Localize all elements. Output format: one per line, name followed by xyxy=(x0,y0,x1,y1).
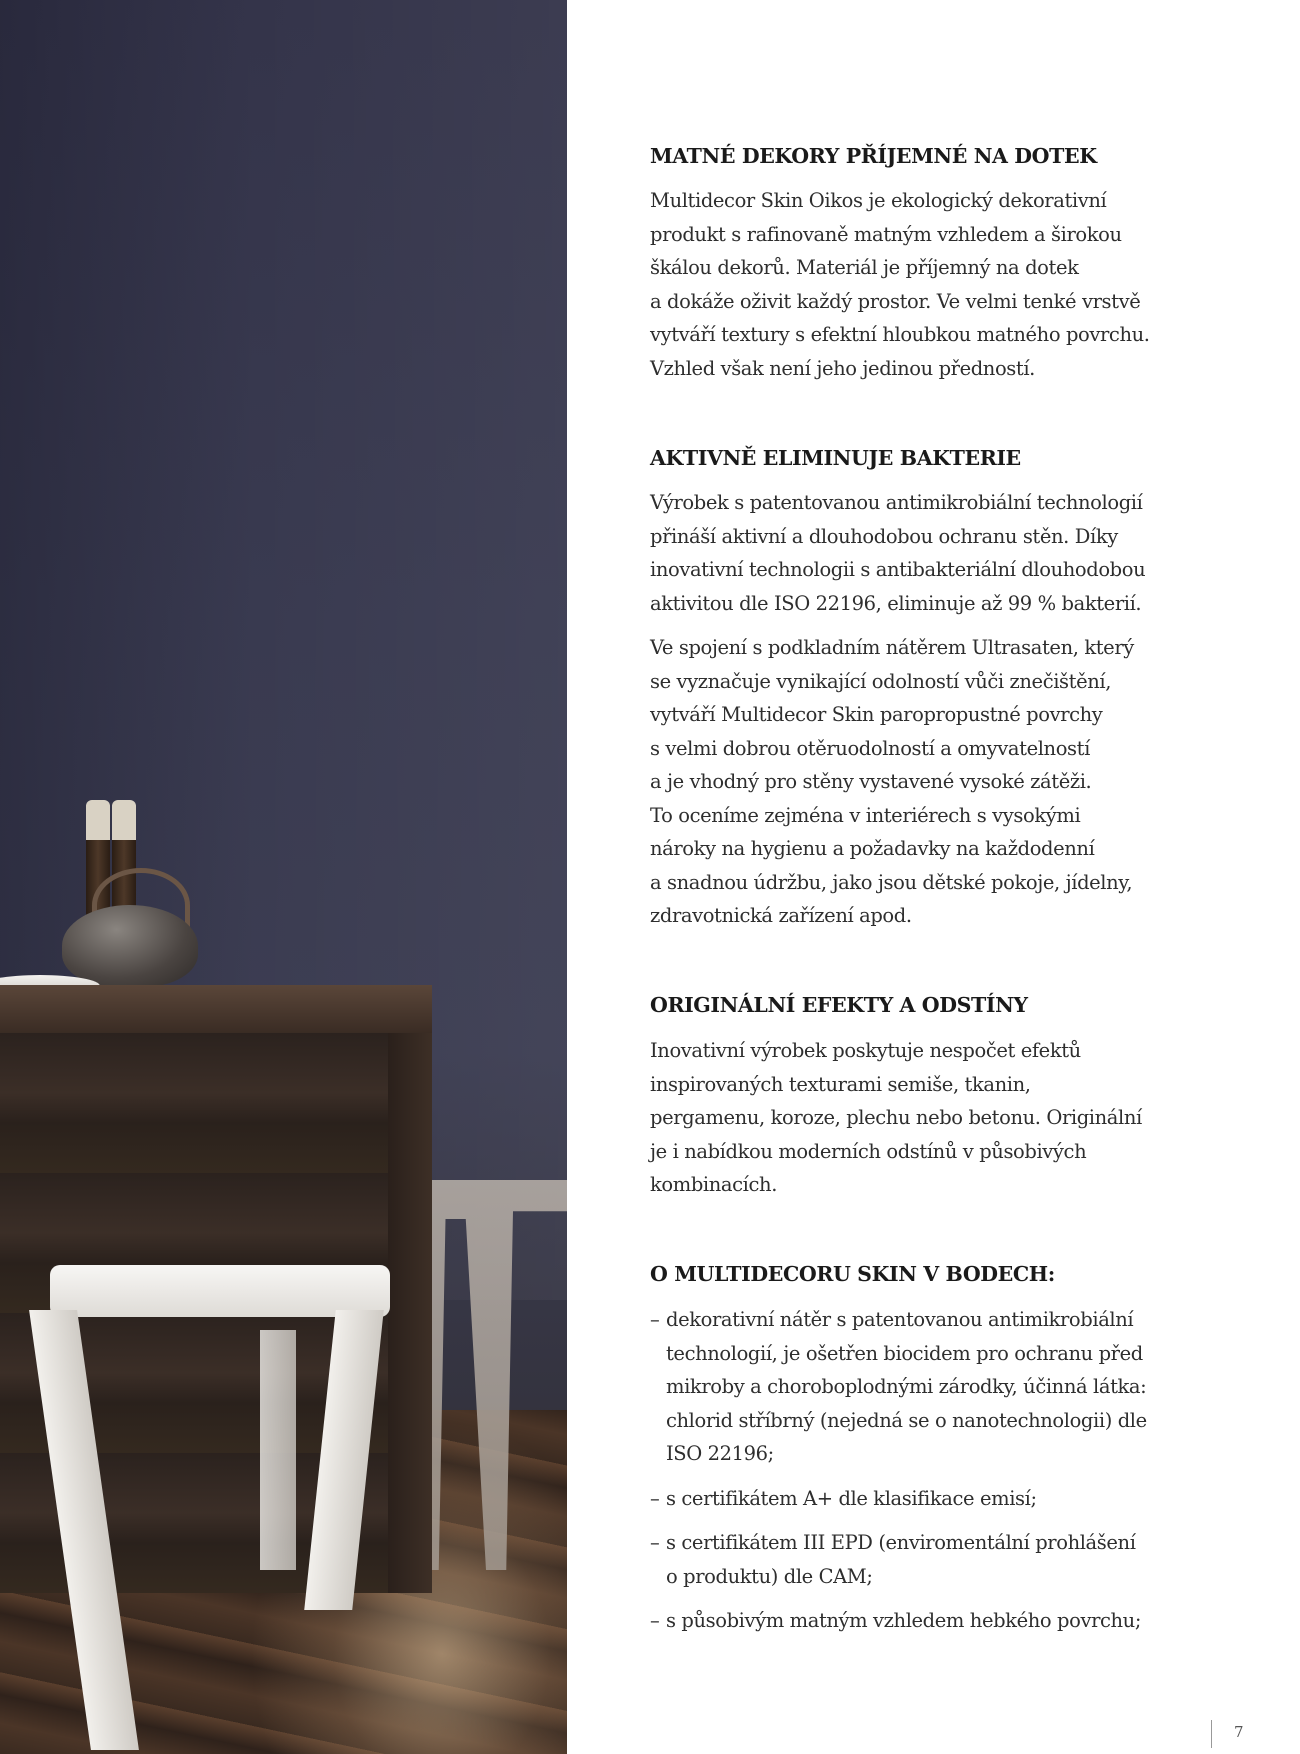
section-heading: AKTIVNĚ ELIMINUJE BAKTERIE xyxy=(650,446,1021,470)
list-item-text: s certifikátem A+ dle klasifikace emisí; xyxy=(666,1486,1037,1510)
bullet-dash: – xyxy=(650,1308,660,1331)
section-paragraph: Výrobek s patentovanou antimikrobiální technologií přináší aktivní a dlouhodobou ochranu stěn. Díky inovativní technologii s antibakteriální dlouhodobou aktivitou dle ISO 22196, eliminuje až 99 % bakterií. xyxy=(650,491,1146,615)
list-item-text: dekorativní nátěr s patentovanou antimikrobiální technologií, je ošetřen biocidem pro ochranu před mikroby a choroboplodnými zárodky, účinná látka: chlorid stříbrný (nejedná se o nanotechnologii) dle ISO 22196; xyxy=(666,1308,1147,1465)
list-item xyxy=(650,1604,1170,1638)
list-item xyxy=(650,1526,1170,1593)
list-item-text: s certifikátem III EPD (enviromentální prohlášení o produktu) dle CAM; xyxy=(666,1531,1136,1588)
list-item-text: s působivým matným vzhledem hebkého povrchu; xyxy=(666,1609,1141,1632)
list-item xyxy=(650,1303,1170,1471)
table-leg xyxy=(388,1033,432,1593)
white-stool-leg xyxy=(260,1330,296,1570)
bullet-dash: – xyxy=(650,1609,660,1632)
teapot xyxy=(62,905,198,987)
section-heading: O MULTIDECORU SKIN V BODECH: xyxy=(650,1262,1055,1286)
section-heading: ORIGINÁLNÍ EFEKTY A ODSTÍNY xyxy=(650,993,1028,1017)
page-number-divider xyxy=(1211,1720,1212,1748)
section-paragraph: Multidecor Skin Oikos je ekologický dekorativní produkt s rafinovaně matným vzhledem a širokou škálou dekorů. Materiál je příjemný na dotek a dokáže oživit každý prostor. Ve velmi tenké vrstvě vytváří textury s efektní hloubkou matného povrchu. Vzhled však není jeho jedinou předností. xyxy=(650,189,1150,380)
bullet-dash: – xyxy=(650,1531,660,1554)
bullet-dash: – xyxy=(650,1486,660,1510)
table-top xyxy=(0,985,432,1033)
section-paragraph: Ve spojení s podkladním nátěrem Ultrasaten, který se vyznačuje vynikající odolností vůči znečištění, vytváří Multidecor Skin paropropustné povrchy s velmi dobrou otěruodolností a omyvatelností a je vhodný pro stěny vystavené vysoké zátěži. To oceníme zejména v interiérech s vysokými nároky na hygienu a požadavky na každodenní a snadnou údržbu, jako jsou dětské pokoje, jídelny, zdravotnická zařízení apod. xyxy=(650,636,1134,927)
section-paragraph: Inovativní výrobek poskytuje nespočet efektů inspirovaných texturami semiše, tkanin, pergamenu, koroze, plechu nebo betonu. Originální je i nabídkou moderních odstínů v působivých kombinacích. xyxy=(650,1039,1142,1196)
page-number: 7 xyxy=(1234,1723,1244,1741)
section-heading: MATNÉ DEKORY PŘÍJEMNÉ NA DOTEK xyxy=(650,144,1097,168)
list-item xyxy=(650,1482,1170,1516)
interior-photo xyxy=(0,0,567,1754)
bullet-list xyxy=(650,1303,1170,1649)
